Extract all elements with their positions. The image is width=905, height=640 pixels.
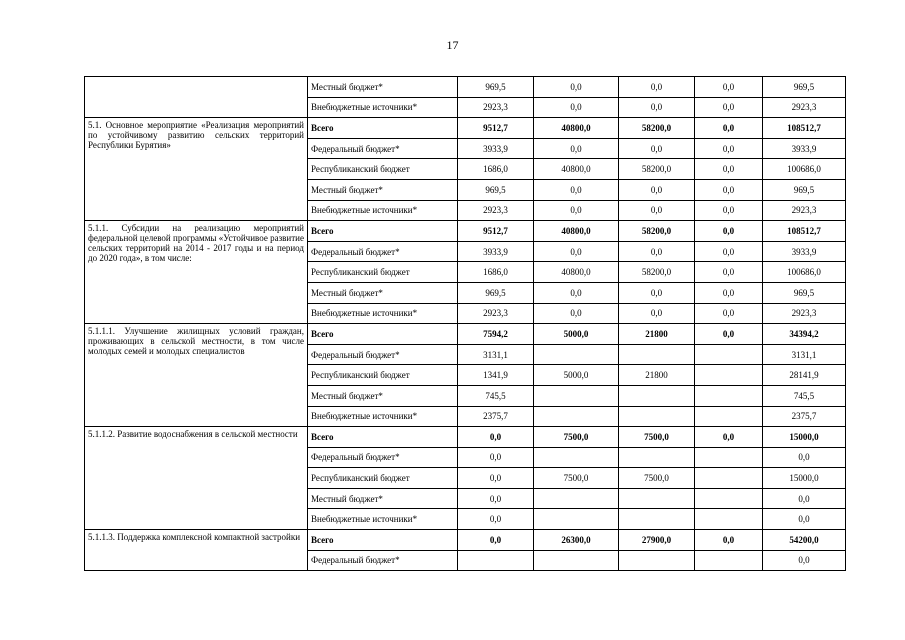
amount-cell: 100686,0 bbox=[763, 262, 846, 283]
amount-cell: 0,0 bbox=[695, 262, 763, 283]
amount-cell: 2923,3 bbox=[458, 200, 534, 221]
amount-cell: 5000,0 bbox=[534, 365, 619, 386]
amount-cell: 969,5 bbox=[458, 282, 534, 303]
amount-cell: 40800,0 bbox=[534, 118, 619, 139]
amount-cell: 27900,0 bbox=[619, 530, 695, 551]
amount-cell: 3933,9 bbox=[763, 138, 846, 159]
amount-cell: 0,0 bbox=[534, 282, 619, 303]
amount-cell bbox=[534, 385, 619, 406]
section-name-cell bbox=[85, 77, 308, 118]
amount-cell: 7500,0 bbox=[619, 468, 695, 489]
budget-table-body bbox=[85, 77, 846, 571]
funding-source-cell: Внебюджетные источники* bbox=[308, 509, 458, 530]
funding-source-cell: Внебюджетные источники* bbox=[308, 200, 458, 221]
amount-cell: 28141,9 bbox=[763, 365, 846, 386]
amount-cell: 0,0 bbox=[619, 200, 695, 221]
amount-cell bbox=[619, 385, 695, 406]
amount-cell bbox=[695, 550, 763, 571]
amount-cell: 0,0 bbox=[458, 447, 534, 468]
amount-cell bbox=[695, 385, 763, 406]
amount-cell bbox=[619, 447, 695, 468]
amount-cell: 0,0 bbox=[695, 427, 763, 448]
amount-cell: 2923,3 bbox=[763, 303, 846, 324]
amount-cell bbox=[534, 509, 619, 530]
page-number: 17 bbox=[446, 38, 459, 52]
amount-cell: 108512,7 bbox=[763, 118, 846, 139]
amount-cell: 26300,0 bbox=[534, 530, 619, 551]
funding-source-cell: Всего bbox=[308, 324, 458, 345]
amount-cell bbox=[619, 509, 695, 530]
funding-source-cell: Республиканский бюджет bbox=[308, 159, 458, 180]
amount-cell: 3933,9 bbox=[763, 241, 846, 262]
amount-cell bbox=[534, 344, 619, 365]
amount-cell: 0,0 bbox=[763, 509, 846, 530]
amount-cell bbox=[695, 365, 763, 386]
funding-source-cell: Федеральный бюджет* bbox=[308, 138, 458, 159]
funding-source-cell: Внебюджетные источники* bbox=[308, 303, 458, 324]
table-row bbox=[85, 77, 846, 98]
funding-source-cell: Местный бюджет* bbox=[308, 282, 458, 303]
section-name-cell: 5.1.1.1. Улучшение жилищных условий граждан, проживающих в сельской местности, в том числе молодых семей и молодых специалистов bbox=[85, 324, 308, 427]
funding-source-cell: Внебюджетные источники* bbox=[308, 406, 458, 427]
amount-cell: 0,0 bbox=[534, 138, 619, 159]
amount-cell: 100686,0 bbox=[763, 159, 846, 180]
amount-cell: 58200,0 bbox=[619, 159, 695, 180]
amount-cell: 0,0 bbox=[695, 179, 763, 200]
amount-cell: 0,0 bbox=[695, 138, 763, 159]
table-row bbox=[85, 324, 846, 345]
section-name-cell: 5.1.1.3. Поддержка комплексной компактной застройки bbox=[85, 530, 308, 571]
amount-cell: 969,5 bbox=[458, 77, 534, 98]
amount-cell: 0,0 bbox=[695, 221, 763, 242]
amount-cell: 0,0 bbox=[458, 530, 534, 551]
amount-cell bbox=[619, 406, 695, 427]
amount-cell: 2375,7 bbox=[458, 406, 534, 427]
table-row bbox=[85, 427, 846, 448]
amount-cell: 0,0 bbox=[695, 303, 763, 324]
amount-cell: 40800,0 bbox=[534, 221, 619, 242]
funding-source-cell: Федеральный бюджет* bbox=[308, 344, 458, 365]
amount-cell: 2923,3 bbox=[763, 200, 846, 221]
amount-cell bbox=[619, 550, 695, 571]
amount-cell: 108512,7 bbox=[763, 221, 846, 242]
amount-cell: 1686,0 bbox=[458, 159, 534, 180]
amount-cell bbox=[695, 406, 763, 427]
amount-cell: 0,0 bbox=[695, 530, 763, 551]
amount-cell: 3131,1 bbox=[763, 344, 846, 365]
amount-cell: 969,5 bbox=[763, 179, 846, 200]
funding-source-cell: Местный бюджет* bbox=[308, 385, 458, 406]
amount-cell bbox=[619, 488, 695, 509]
funding-source-cell: Местный бюджет* bbox=[308, 488, 458, 509]
amount-cell: 7500,0 bbox=[534, 468, 619, 489]
amount-cell bbox=[695, 488, 763, 509]
budget-table bbox=[84, 76, 846, 571]
amount-cell bbox=[534, 550, 619, 571]
amount-cell: 0,0 bbox=[458, 509, 534, 530]
funding-source-cell: Республиканский бюджет bbox=[308, 365, 458, 386]
amount-cell: 3131,1 bbox=[458, 344, 534, 365]
amount-cell: 0,0 bbox=[695, 97, 763, 118]
amount-cell: 3933,9 bbox=[458, 241, 534, 262]
table-row bbox=[85, 530, 846, 551]
funding-source-cell: Местный бюджет* bbox=[308, 179, 458, 200]
amount-cell: 745,5 bbox=[763, 385, 846, 406]
amount-cell: 0,0 bbox=[534, 97, 619, 118]
amount-cell: 0,0 bbox=[534, 200, 619, 221]
amount-cell: 34394,2 bbox=[763, 324, 846, 345]
amount-cell: 1686,0 bbox=[458, 262, 534, 283]
amount-cell: 3933,9 bbox=[458, 138, 534, 159]
funding-source-cell: Республиканский бюджет bbox=[308, 468, 458, 489]
amount-cell: 7594,2 bbox=[458, 324, 534, 345]
amount-cell: 0,0 bbox=[619, 282, 695, 303]
amount-cell: 0,0 bbox=[534, 77, 619, 98]
funding-source-cell: Всего bbox=[308, 427, 458, 448]
amount-cell: 58200,0 bbox=[619, 221, 695, 242]
section-name-cell: 5.1.1. Субсидии на реализацию мероприятий федеральной целевой программы «Устойчивое развитие сельских территорий на 2014 - 2017 годы и на период до 2020 года», в том числе: bbox=[85, 221, 308, 324]
funding-source-cell: Всего bbox=[308, 118, 458, 139]
amount-cell: 969,5 bbox=[763, 282, 846, 303]
funding-source-cell: Республиканский бюджет bbox=[308, 262, 458, 283]
amount-cell: 7500,0 bbox=[534, 427, 619, 448]
funding-source-cell: Местный бюджет* bbox=[308, 77, 458, 98]
amount-cell: 58200,0 bbox=[619, 262, 695, 283]
amount-cell bbox=[695, 468, 763, 489]
amount-cell: 0,0 bbox=[458, 488, 534, 509]
amount-cell: 969,5 bbox=[763, 77, 846, 98]
funding-source-cell: Федеральный бюджет* bbox=[308, 447, 458, 468]
amount-cell: 40800,0 bbox=[534, 262, 619, 283]
amount-cell: 15000,0 bbox=[763, 468, 846, 489]
amount-cell: 0,0 bbox=[763, 550, 846, 571]
amount-cell: 2923,3 bbox=[763, 97, 846, 118]
amount-cell bbox=[458, 550, 534, 571]
amount-cell: 0,0 bbox=[695, 118, 763, 139]
amount-cell: 15000,0 bbox=[763, 427, 846, 448]
amount-cell: 2375,7 bbox=[763, 406, 846, 427]
funding-source-cell: Внебюджетные источники* bbox=[308, 97, 458, 118]
amount-cell: 0,0 bbox=[695, 241, 763, 262]
amount-cell: 58200,0 bbox=[619, 118, 695, 139]
amount-cell: 0,0 bbox=[619, 77, 695, 98]
amount-cell: 745,5 bbox=[458, 385, 534, 406]
section-name-cell: 5.1. Основное мероприятие «Реализация мероприятий по устойчивому развитию сельских территорий Республики Бурятия» bbox=[85, 118, 308, 221]
amount-cell: 0,0 bbox=[695, 282, 763, 303]
funding-source-cell: Федеральный бюджет* bbox=[308, 550, 458, 571]
table-row bbox=[85, 221, 846, 242]
amount-cell: 0,0 bbox=[619, 303, 695, 324]
amount-cell: 0,0 bbox=[695, 77, 763, 98]
amount-cell bbox=[695, 344, 763, 365]
amount-cell: 1341,9 bbox=[458, 365, 534, 386]
amount-cell: 0,0 bbox=[534, 241, 619, 262]
section-name-cell: 5.1.1.2. Развитие водоснабжения в сельской местности bbox=[85, 427, 308, 530]
amount-cell: 9512,7 bbox=[458, 221, 534, 242]
amount-cell: 0,0 bbox=[695, 324, 763, 345]
amount-cell: 0,0 bbox=[695, 200, 763, 221]
funding-source-cell: Всего bbox=[308, 530, 458, 551]
amount-cell: 0,0 bbox=[534, 179, 619, 200]
amount-cell: 0,0 bbox=[458, 468, 534, 489]
amount-cell: 0,0 bbox=[763, 488, 846, 509]
amount-cell bbox=[695, 509, 763, 530]
amount-cell: 0,0 bbox=[619, 97, 695, 118]
amount-cell: 21800 bbox=[619, 324, 695, 345]
amount-cell: 5000,0 bbox=[534, 324, 619, 345]
amount-cell bbox=[534, 406, 619, 427]
amount-cell bbox=[534, 488, 619, 509]
funding-source-cell: Всего bbox=[308, 221, 458, 242]
amount-cell bbox=[534, 447, 619, 468]
amount-cell: 7500,0 bbox=[619, 427, 695, 448]
amount-cell: 0,0 bbox=[619, 179, 695, 200]
amount-cell: 0,0 bbox=[619, 241, 695, 262]
amount-cell bbox=[619, 344, 695, 365]
amount-cell: 0,0 bbox=[695, 159, 763, 180]
amount-cell: 969,5 bbox=[458, 179, 534, 200]
amount-cell: 21800 bbox=[619, 365, 695, 386]
amount-cell: 0,0 bbox=[619, 138, 695, 159]
table-row bbox=[85, 118, 846, 139]
amount-cell: 54200,0 bbox=[763, 530, 846, 551]
amount-cell: 40800,0 bbox=[534, 159, 619, 180]
amount-cell: 2923,3 bbox=[458, 97, 534, 118]
amount-cell: 0,0 bbox=[763, 447, 846, 468]
amount-cell: 9512,7 bbox=[458, 118, 534, 139]
amount-cell bbox=[695, 447, 763, 468]
amount-cell: 2923,3 bbox=[458, 303, 534, 324]
funding-source-cell: Федеральный бюджет* bbox=[308, 241, 458, 262]
amount-cell: 0,0 bbox=[534, 303, 619, 324]
amount-cell: 0,0 bbox=[458, 427, 534, 448]
